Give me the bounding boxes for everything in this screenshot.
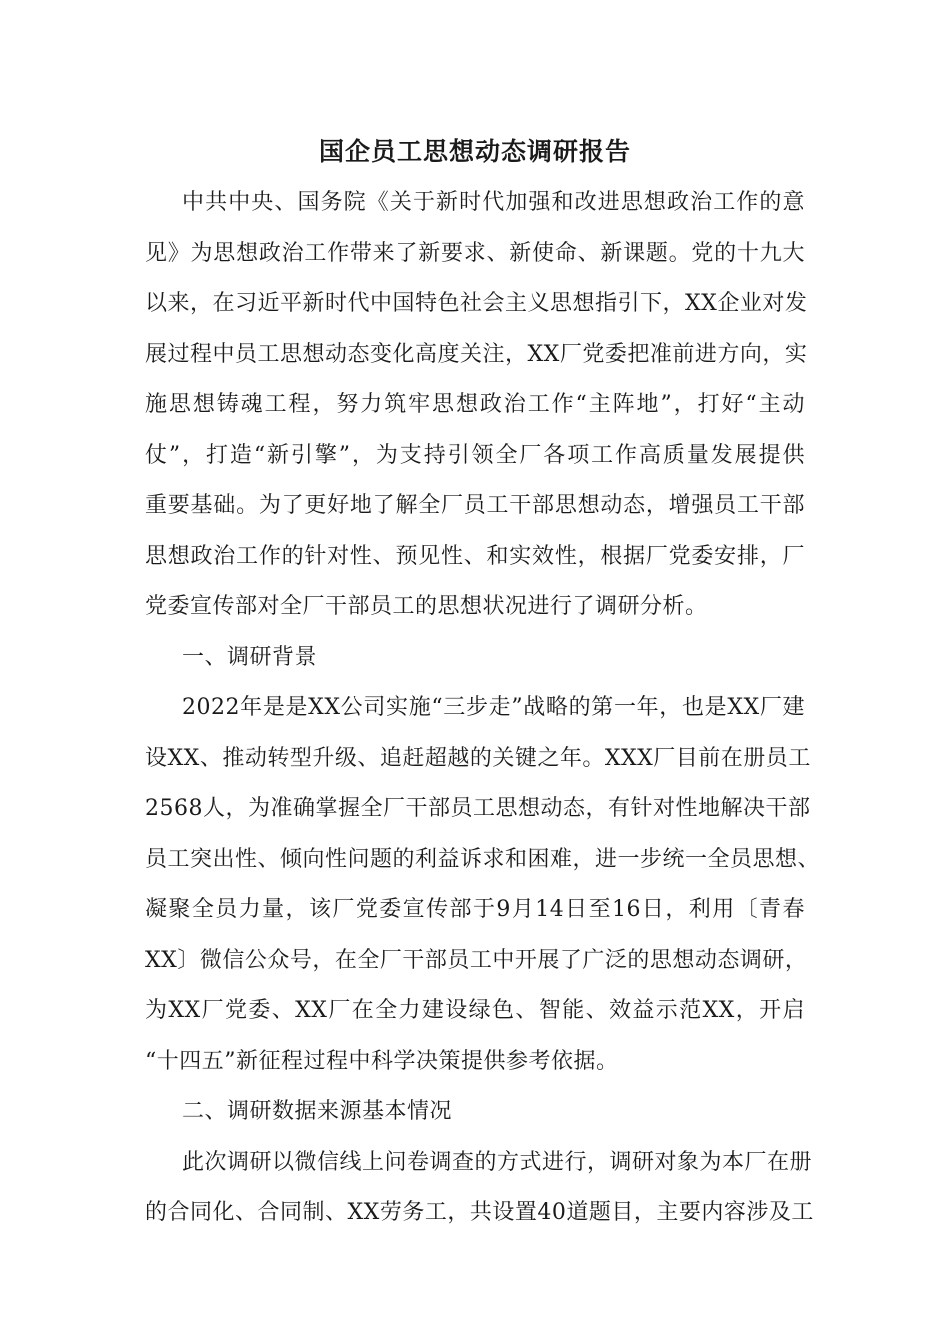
section-heading: 一、调研背景 <box>182 644 318 670</box>
text-line: 的合同化、合同制、XX劳务工，共设置40道题目，主要内容涉及工 <box>145 1200 814 1225</box>
text-line: 见》为思想政治工作带来了新要求、新使命、新课题。党的十九大 <box>145 240 805 266</box>
text-line: 此次调研以微信线上问卷调查的方式进行，调研对象为本厂在册 <box>182 1149 813 1175</box>
text-line: 凝聚全员力量，该厂党委宣传部于9月14日至16日，利用〔青春 <box>145 897 805 922</box>
text-line: 以来，在习近平新时代中国特色社会主义思想指引下，XX企业对发 <box>145 291 808 316</box>
text-line: 展过程中员工思想动态变化高度关注，XX厂党委把准前进方向，实 <box>145 341 808 367</box>
document-body <box>145 178 821 1239</box>
text-line: 党委宣传部对全厂干部员工的思想状况进行了调研分析。 <box>145 594 708 619</box>
text-line: 2022年是是XX公司实施“三步走”战略的第一年，也是XX厂建 <box>182 695 805 720</box>
text-line: 为XX厂党委、XX厂在全力建设绿色、智能、效益示范XX，开启 <box>145 998 805 1023</box>
text-line: “十四五”新征程过程中科学决策提供参考依据。 <box>145 1048 619 1074</box>
text-line: 设XX、推动转型升级、追赶超越的关键之年。XXX厂目前在册员工 <box>145 745 811 771</box>
section-heading: 二、调研数据来源基本情况 <box>182 1099 453 1124</box>
text-line: 重要基础。为了更好地了解全厂员工干部思想动态，增强员工干部 <box>145 493 805 518</box>
document-title: 国企员工思想动态调研报告 <box>318 137 631 166</box>
text-line: XX〕微信公众号，在全厂干部员工中开展了广泛的思想动态调研， <box>145 947 808 973</box>
text-line: 仗”，打造“新引擎”，为支持引领全厂各项工作高质量发展提供 <box>145 442 805 468</box>
text-line: 员工突出性、倾向性问题的利益诉求和困难，进一步统一全员思想、 <box>145 846 821 872</box>
text-line: 2568人，为准确掌握全厂干部员工思想动态，有针对性地解决干部 <box>145 796 811 821</box>
text-line: 中共中央、国务院《关于新时代加强和改进思想政治工作的意 <box>182 190 805 215</box>
text-line: 思想政治工作的针对性、预见性、和实效性，根据厂党委安排，厂 <box>145 543 805 569</box>
text-line: 施思想铸魂工程，努力筑牢思想政治工作“主阵地”，打好“主动 <box>145 392 805 417</box>
